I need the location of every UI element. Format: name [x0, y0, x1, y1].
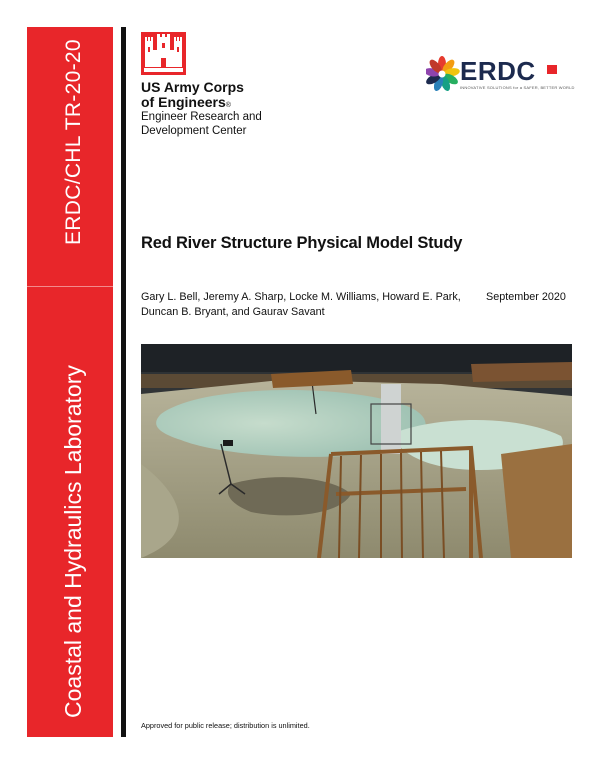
report-number: ERDC/CHL TR-20-20: [62, 39, 85, 245]
distribution-statement: Approved for public release; distribution is unlimited.: [141, 721, 310, 730]
erdc-name-line2: Development Center: [141, 125, 247, 137]
authors-line2: Duncan B. Bryant, and Gaurav Savant: [141, 306, 325, 318]
sidebar-divider: [27, 286, 113, 287]
report-date: September 2020: [486, 291, 566, 303]
registered-mark: ®: [225, 102, 231, 109]
erdc-name-line1: Engineer Research and: [141, 111, 262, 123]
erdc-tagline: INNOVATIVE SOLUTIONS for a SAFER, BETTER WORLD: [460, 85, 575, 90]
authors-line1: Gary L. Bell, Jeremy A. Sharp, Locke M. Williams, Howard E. Park,: [141, 291, 461, 303]
usace-name-line1: US Army Corps: [141, 79, 244, 95]
black-rule: [121, 27, 126, 737]
physical-model-photo: [141, 344, 572, 558]
report-title: Red River Structure Physical Model Study: [141, 234, 463, 252]
usace-name-line2: of Engineers®: [141, 94, 231, 110]
erdc-wordmark: ERDC: [460, 56, 536, 86]
laboratory-name: Coastal and Hydraulics Laboratory: [60, 365, 86, 718]
usace-castle-icon: [141, 32, 186, 75]
